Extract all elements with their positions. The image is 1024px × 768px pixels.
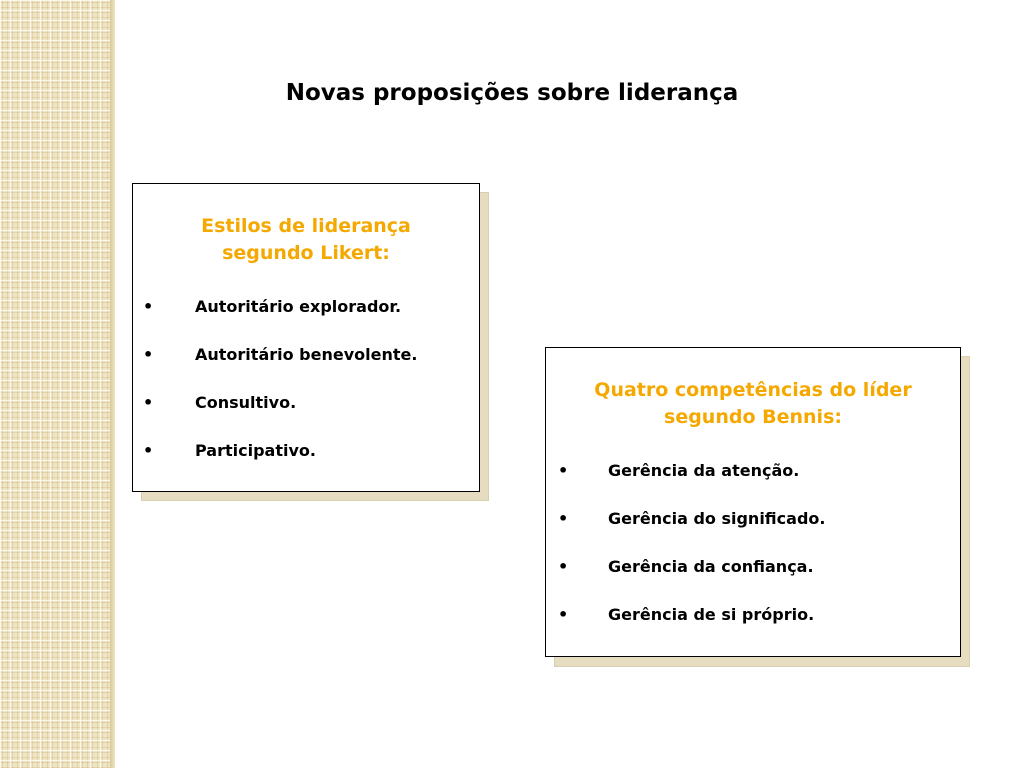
bennis-heading-line2: segundo Bennis: (664, 406, 842, 428)
list-item-text: Gerência da atenção. (608, 461, 800, 480)
bullet-icon: • (558, 461, 569, 480)
decorative-side-strip (0, 0, 110, 768)
bullet-icon: • (143, 441, 154, 460)
bullet-icon: • (143, 297, 154, 316)
list-item-text: Autoritário explorador. (195, 297, 402, 316)
bullet-icon: • (558, 605, 569, 624)
bullet-icon: • (558, 557, 569, 576)
bennis-box (545, 347, 961, 657)
slide-title: Novas proposições sobre liderança (285, 80, 739, 106)
list-item-text: Gerência da confiança. (608, 557, 814, 576)
bullet-icon: • (143, 345, 154, 364)
likert-heading-line2: segundo Likert: (222, 242, 390, 264)
list-item-text: Autoritário benevolente. (195, 345, 418, 364)
list-item-text: Participativo. (195, 441, 316, 460)
likert-box (132, 183, 480, 492)
list-item-text: Gerência de si próprio. (608, 605, 815, 624)
list-item-text: Consultivo. (195, 393, 297, 412)
bullet-icon: • (558, 509, 569, 528)
bennis-heading (546, 377, 960, 431)
bennis-heading-line1: Quatro competências do líder (594, 379, 912, 401)
bullet-icon: • (143, 393, 154, 412)
list-item-text: Gerência do significado. (608, 509, 826, 528)
likert-heading-line1: Estilos de liderança (201, 215, 411, 237)
likert-heading (133, 213, 479, 267)
decorative-side-edge (110, 0, 115, 768)
